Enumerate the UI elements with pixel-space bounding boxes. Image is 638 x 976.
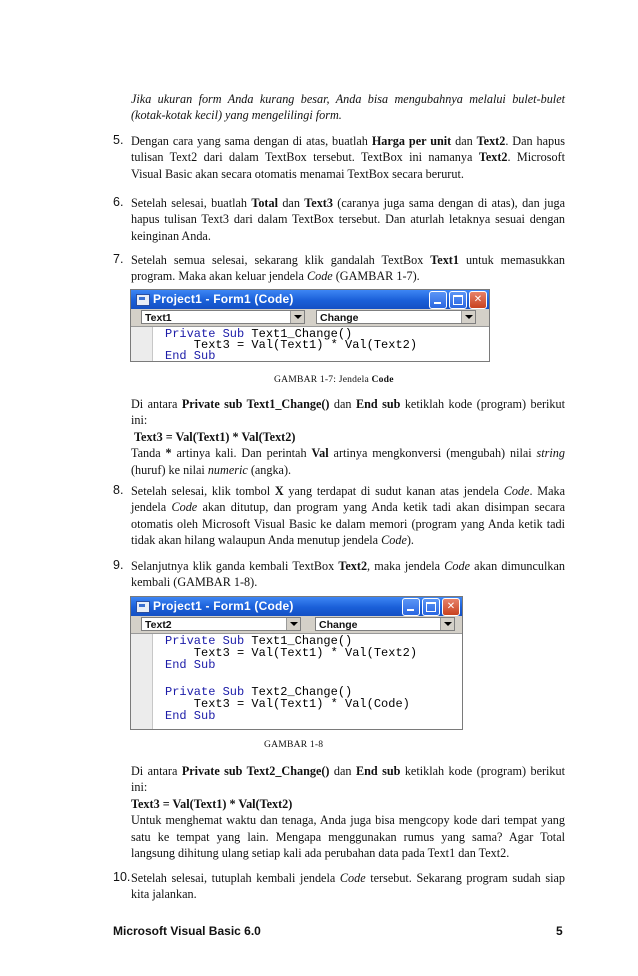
bold-term: Private sub Text1_Change() — [181, 397, 330, 411]
text-run: . Dan hapus tulisan Text2 dari dalam TextBox tersebut. TextBox ini namanya — [131, 134, 565, 165]
step-10-text — [131, 870, 565, 903]
chevron-down-icon[interactable] — [440, 618, 454, 630]
window-titlebar[interactable] — [131, 290, 489, 309]
close-button[interactable] — [469, 291, 487, 309]
italic-term: numeric — [207, 462, 248, 477]
code-editor[interactable] — [131, 634, 462, 729]
text-run: dan — [451, 134, 477, 148]
text-run: artinya mengkonversi (mengubah) nilai — [328, 446, 537, 461]
bold-term: End sub — [355, 397, 401, 411]
text-run: Selanjutnya klik ganda kembali TextBox — [131, 559, 339, 573]
minimize-icon — [407, 609, 414, 611]
text-run: Dengan cara yang sama dengan di atas, buatlah — [131, 134, 372, 148]
object-combo-value: Text2 — [145, 619, 172, 631]
procedure-combo[interactable] — [315, 617, 455, 631]
text-run: Setelah semua selesai, sekarang klik gandalah TextBox — [131, 253, 431, 267]
code-keyword: End Sub — [165, 658, 216, 672]
code-window-fig-1-7[interactable] — [130, 289, 490, 362]
close-icon: ✕ — [473, 294, 483, 305]
object-combo[interactable] — [141, 310, 305, 324]
bold-term: Total — [251, 196, 278, 210]
close-icon: ✕ — [446, 601, 456, 612]
text-run: (angka). — [247, 462, 292, 477]
minimize-icon — [434, 302, 441, 304]
vb-window-icon — [136, 294, 150, 306]
object-combo-value: Text1 — [145, 312, 172, 324]
code-line — [165, 710, 215, 722]
step-7-text — [131, 252, 565, 285]
minimize-button[interactable] — [429, 291, 447, 309]
code-toolbar — [131, 616, 462, 634]
bold-term: Harga per unit — [371, 134, 452, 148]
code-line — [165, 659, 215, 671]
code-text: Text3 = Val(Text1) * Val(Text2) — [165, 646, 418, 660]
text-run: dan — [277, 196, 305, 210]
bold-term: Private sub Text2_Change() — [181, 764, 330, 778]
chevron-down-icon[interactable] — [461, 311, 475, 323]
window-title: Project1 - Form1 (Code) — [153, 599, 294, 613]
text-run: Setelah selesai, tutuplah kembali jendela — [131, 871, 340, 885]
caption-bold: Code — [371, 374, 394, 385]
bold-term: * — [165, 446, 172, 461]
step-5-text — [131, 133, 565, 182]
text-run: , maka jendela — [367, 559, 445, 573]
text-run: Untuk menghemat waktu dan tenaga, Anda juga bisa mengcopy kode dari tempat yang satu ke tempat yang lain. Mengapa menggunakan rumus yang sama? Agar Total langsung dihitung ulang setiap kali ada perubahan data pada Text1 dan Text2. — [131, 813, 565, 861]
maximize-button[interactable] — [449, 291, 467, 309]
object-combo[interactable] — [141, 617, 301, 631]
step-9-text — [131, 558, 565, 591]
caption-text: GAMBAR 1-7: Jendela — [274, 374, 372, 385]
bold-term: Val — [311, 446, 329, 461]
italic-term: Code — [381, 533, 407, 548]
item-number-5: 5. — [113, 133, 124, 147]
item-number-7: 7. — [113, 252, 124, 266]
code-keyword: End Sub — [165, 709, 216, 723]
item-number-9: 9. — [113, 558, 124, 572]
italic-term: Code — [171, 500, 198, 515]
text-run: tersebut. Sekarang program sudah siap kita jalankan. — [131, 871, 566, 902]
code-text: Text1_Change() — [244, 634, 353, 648]
text-run: . Microsoft Visual Basic akan secara otomatis menamai TextBox secara berurut. — [131, 150, 565, 181]
code-editor[interactable] — [131, 327, 489, 361]
italic-term: Code — [503, 484, 530, 498]
text-run: ). — [406, 533, 414, 548]
procedure-combo-value: Change — [320, 312, 359, 324]
step-6-text — [131, 195, 565, 244]
text-run: (GAMBAR 1-7). — [332, 269, 420, 284]
code-keyword: Private Sub — [165, 685, 245, 699]
item-number-10: 10. — [113, 870, 131, 884]
bold-term: Text2 — [338, 559, 368, 573]
text-run: (huruf) ke nilai — [131, 462, 208, 477]
code-text: Text2_Change() — [244, 685, 353, 699]
code-gutter — [131, 634, 153, 729]
code-toolbar — [131, 309, 489, 327]
close-button[interactable] — [442, 598, 460, 616]
italic-term: string — [536, 446, 565, 461]
bold-term: Text3 — [304, 196, 333, 210]
bold-term: X — [274, 484, 284, 498]
vb-window-icon — [136, 601, 150, 613]
text-run: untuk memasukkan program. Maka akan keluar jendela — [131, 253, 565, 284]
procedure-combo-value: Change — [319, 619, 358, 631]
code-text: Text3 = Val(Text1) * Val(Code) — [165, 697, 410, 711]
figure-caption-1-7 — [274, 374, 394, 385]
text-run: Di antara — [131, 397, 182, 411]
maximize-icon — [453, 295, 463, 305]
text-run: dan — [329, 397, 356, 411]
text-run: Tanda — [131, 446, 166, 461]
text-run: Setelah selesai, buatlah — [131, 196, 252, 210]
footer-page-number: 5 — [556, 924, 563, 938]
footer-book-title: Microsoft Visual Basic 6.0 — [113, 924, 261, 938]
window-title: Project1 - Form1 (Code) — [153, 292, 294, 306]
bold-term: Text2 — [476, 134, 506, 148]
text-run: yang terdapat di sudut kanan atas jendela — [283, 484, 504, 498]
italic-term: Code — [306, 269, 333, 284]
text-run: ketiklah kode (program) berikut ini: — [131, 764, 565, 795]
code-text: Text3 = Val(Text1) * Val(Text2) — [165, 338, 418, 352]
code-keyword: Private Sub — [165, 327, 245, 341]
code-text: Text1_Change() — [244, 327, 353, 341]
minimize-button[interactable] — [402, 598, 420, 616]
text-run: . Maka jendela — [131, 484, 565, 515]
code-gutter — [131, 327, 153, 361]
bold-term: End sub — [355, 764, 401, 778]
code-line — [165, 350, 215, 362]
text-run: akan ditutup, dan program yang Anda ketik tadi akan disimpan secara otomatis oleh Microsoft Visual Basic ke dalam memori (program yang Anda ketik tadi tidak akan hilang walaupun Anda menutup jendela — [131, 500, 565, 548]
chevron-down-icon[interactable] — [290, 311, 304, 323]
italic-term: Code — [339, 871, 366, 885]
bold-term: Text2 — [478, 150, 508, 165]
text-run: Di antara — [131, 764, 182, 778]
text-run: artinya kali. Dan perintah — [171, 446, 312, 461]
step-8-text — [131, 483, 565, 549]
code-window-fig-1-8[interactable] — [130, 596, 463, 730]
code-snippet: Text3 = Val(Text1) * Val(Text2) — [134, 429, 296, 444]
intro-note — [131, 91, 565, 124]
text-run: (caranya juga sama dengan di atas), dan juga hapus tulisan Text3 dari dalam TextBox tersebut. Dan aturlah letaknya sesuai dengan keinginan Anda. — [131, 196, 565, 243]
maximize-button[interactable] — [422, 598, 440, 616]
chevron-down-icon[interactable] — [286, 618, 300, 630]
para-after-fig-1-7 — [131, 396, 565, 478]
intro-text: Jika ukuran form Anda kurang besar, Anda bisa mengubahnya melalui bulet-bulet (kotak-kotak kecil) yang mengelilingi form. — [131, 92, 565, 123]
window-titlebar[interactable] — [131, 597, 462, 616]
bold-term: Text1 — [430, 253, 459, 267]
text-run: Setelah selesai, klik tombol — [131, 484, 275, 498]
text-run: dan — [329, 764, 356, 778]
code-keyword: Private Sub — [165, 634, 245, 648]
item-number-6: 6. — [113, 195, 124, 209]
maximize-icon — [426, 602, 436, 612]
code-snippet: Text3 = Val(Text1) * Val(Text2) — [131, 796, 293, 811]
code-keyword: End Sub — [165, 349, 216, 362]
text-run: ketiklah kode (program) berikut ini: — [131, 397, 565, 428]
italic-term: Code — [444, 559, 470, 573]
text-run: akan dimunculkan kembali (GAMBAR 1-8). — [131, 559, 565, 590]
item-number-8: 8. — [113, 483, 124, 497]
para-after-fig-1-8 — [131, 763, 565, 861]
procedure-combo[interactable] — [316, 310, 476, 324]
figure-caption-1-8: GAMBAR 1-8 — [264, 739, 324, 750]
